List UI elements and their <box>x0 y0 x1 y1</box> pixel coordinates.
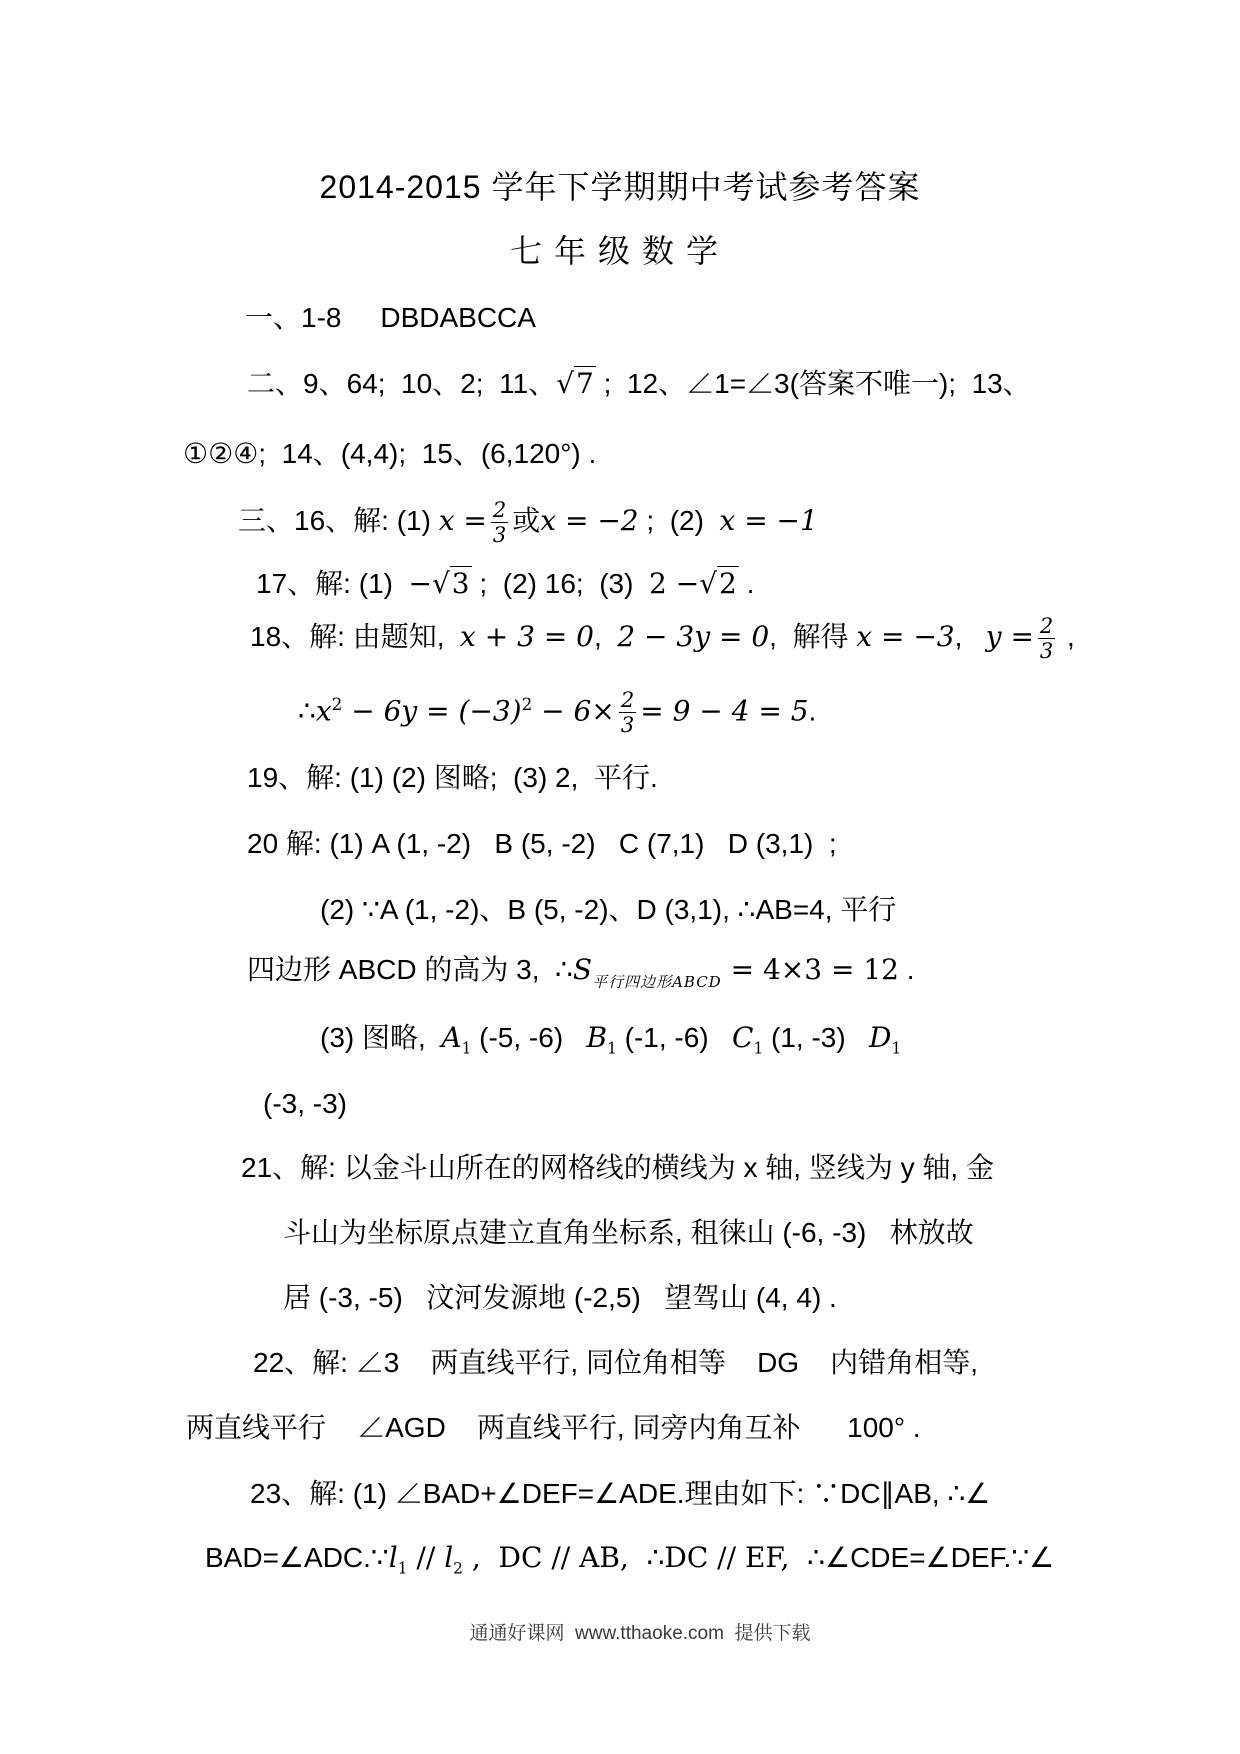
math-run: // <box>407 1541 445 1574</box>
section2-fill-answers-part2 <box>183 436 596 472</box>
text-run: , <box>1059 621 1075 653</box>
radicand: 3 <box>451 567 470 600</box>
text-run: (-3, -3) <box>263 1088 347 1119</box>
text-run: 一、1-8 DBDABCCA <box>245 302 536 333</box>
radical-sign: √ <box>431 567 450 600</box>
q21-answer-line3 <box>283 1280 837 1316</box>
therefore-symbol: ∴ <box>298 694 316 728</box>
math-run: − <box>408 567 432 600</box>
math-run: 2 − <box>649 567 700 600</box>
therefore-symbol: ∴ <box>555 953 573 986</box>
math-run: = 9 − 4 = 5 <box>640 694 809 728</box>
q17-answer <box>256 566 754 602</box>
subscript: 1 <box>461 1039 472 1058</box>
section2-fill-answers-part1 <box>247 366 1031 402</box>
sqrt-expression <box>556 366 596 400</box>
subscript: 1 <box>397 1559 408 1578</box>
subscript: 1 <box>607 1039 617 1058</box>
denominator: 3 <box>1039 639 1054 664</box>
text-run: 或 <box>512 505 541 537</box>
math-run: S <box>572 953 593 986</box>
text-run: (-5, -6) <box>471 1022 587 1053</box>
fraction <box>491 498 508 547</box>
point-label: A <box>441 1021 462 1054</box>
math-run: = 4×3 = 12 <box>721 953 899 986</box>
text-run: (3) 图略, <box>320 1022 442 1053</box>
q21-answer-line1 <box>241 1150 994 1186</box>
text-run: (2) ∵A (1, -2)、B (5, -2)、D (3,1), ∴AB=4, 平行 <box>320 894 897 925</box>
subscript: 1 <box>891 1039 902 1058</box>
text-run: ∴∠CDE=∠DEF.∵∠ <box>807 1542 1055 1573</box>
text-run: , <box>954 621 986 653</box>
q16-answer <box>238 498 818 547</box>
math-run: x = −1 <box>719 504 818 538</box>
q18-answer-line1 <box>250 614 1075 663</box>
point-label: D <box>869 1021 892 1054</box>
text-run: 两直线平行 ∠AGD 两直线平行, 同旁内角互补 100° . <box>186 1412 921 1443</box>
fraction <box>619 688 636 737</box>
q23-answer-line2 <box>205 1540 1054 1587</box>
numerator: 2 <box>1039 614 1054 638</box>
point-label: B <box>586 1021 608 1054</box>
text-run: 19、解: (1) (2) 图略; (3) 2, 平行. <box>247 762 658 793</box>
text-run: (1, -3) <box>763 1022 870 1053</box>
text-run: , <box>594 621 618 653</box>
radicand: 2 <box>719 567 737 600</box>
text-run: . <box>898 954 915 985</box>
fraction <box>1038 614 1055 663</box>
superscript: 2 <box>331 694 343 714</box>
text-run: 20 解: (1) A (1, -2) B (5, -2) C (7,1) D (3,1) ; <box>247 828 837 859</box>
text-run: . <box>738 568 755 599</box>
point-label: C <box>732 1021 754 1054</box>
q20-answer-line4 <box>320 1020 901 1067</box>
page-subtitle: 七年级数学 <box>509 233 730 269</box>
q20-answer-line3 <box>247 952 915 1000</box>
text-run: 居 (-3, -5) 汶河发源地 (-2,5) 望驾山 (4, 4) . <box>283 1282 837 1313</box>
section1-choice-answers <box>245 300 536 336</box>
denominator: 3 <box>620 713 635 738</box>
text-run: 斗山为坐标原点建立直角坐标系, 租徕山 (-6, -3) 林放故 <box>283 1217 974 1248</box>
text-run: 18、解: 由题知, <box>250 621 461 653</box>
math-run: l <box>388 1541 398 1574</box>
text-run: . <box>808 695 817 727</box>
q23-answer-line1 <box>250 1476 990 1512</box>
math-run: 2 − 3y = 0 <box>617 620 770 654</box>
q22-answer-line1 <box>253 1345 978 1381</box>
text-run: 23、解: (1) ∠BAD+∠DEF=∠ADE.理由如下: ∵DC∥AB, ∴∠ <box>250 1478 991 1509</box>
math-run: y = <box>985 620 1034 654</box>
subscript: 2 <box>453 1559 463 1578</box>
math-run: , DC // AB, ∴DC // EF, <box>462 1541 808 1574</box>
sqrt-expression <box>699 566 739 600</box>
footer-watermark: 通通好课网 www.tthaoke.com 提供下载 <box>469 1623 811 1644</box>
text-run: 四边形 ABCD 的高为 3, <box>247 954 556 985</box>
page-title: 2014-2015 学年下学期期中考试参考答案 <box>319 169 921 205</box>
superscript: 2 <box>521 694 533 714</box>
math-run: x = <box>438 504 487 538</box>
q20-answer-line5 <box>263 1086 347 1122</box>
q20-answer-line2 <box>320 892 896 928</box>
q21-answer-line2 <box>283 1215 974 1251</box>
text-run: 17、解: (1) <box>256 568 409 599</box>
math-run: l <box>444 1541 454 1574</box>
text-run: ; (2) 16; (3) <box>471 568 650 599</box>
radical-sign: √ <box>699 567 718 600</box>
math-run: x = −3 <box>856 620 955 654</box>
denominator: 3 <box>492 523 507 548</box>
math-run: − 6× <box>532 694 615 728</box>
text-run: 21、解: 以金斗山所在的网格线的横线为 x 轴, 竖线为 y 轴, 金 <box>241 1152 994 1183</box>
q18-answer-line2 <box>298 686 816 738</box>
text-run: 22、解: ∠3 两直线平行, 同位角相等 DG 内错角相等, <box>253 1347 978 1378</box>
numerator: 2 <box>492 498 507 522</box>
subscript: 平行四边形ABCD <box>592 973 722 991</box>
text-run: ; 12、∠1=∠3(答案不唯一); 13、 <box>595 368 1031 399</box>
numerator: 2 <box>620 688 635 713</box>
math-run: x = −2 <box>540 504 639 538</box>
math-run: x <box>315 694 332 728</box>
math-run: x + 3 = 0 <box>460 620 594 654</box>
q19-answer <box>247 760 658 796</box>
text-run: 二、9、64; 10、2; 11、 <box>247 368 557 399</box>
subscript: 1 <box>753 1039 764 1058</box>
because-symbol: ∵ <box>370 1541 389 1574</box>
text-run: 三、16、解: (1) <box>238 505 439 537</box>
text-run: ; (2) <box>638 505 720 537</box>
q20-answer-line1 <box>247 826 837 862</box>
text-run: BAD=∠ADC. <box>205 1542 371 1573</box>
radical-sign: √ <box>556 367 575 400</box>
sqrt-expression <box>432 566 472 600</box>
text-run: (-1, -6) <box>616 1022 732 1053</box>
q22-answer-line2 <box>186 1410 921 1446</box>
radicand: 7 <box>576 367 594 400</box>
text-run: , 解得 <box>769 621 857 653</box>
math-run: − 6y = (−3) <box>342 694 522 728</box>
text-run: ①②④; 14、(4,4); 15、(6,120°) . <box>183 438 597 469</box>
